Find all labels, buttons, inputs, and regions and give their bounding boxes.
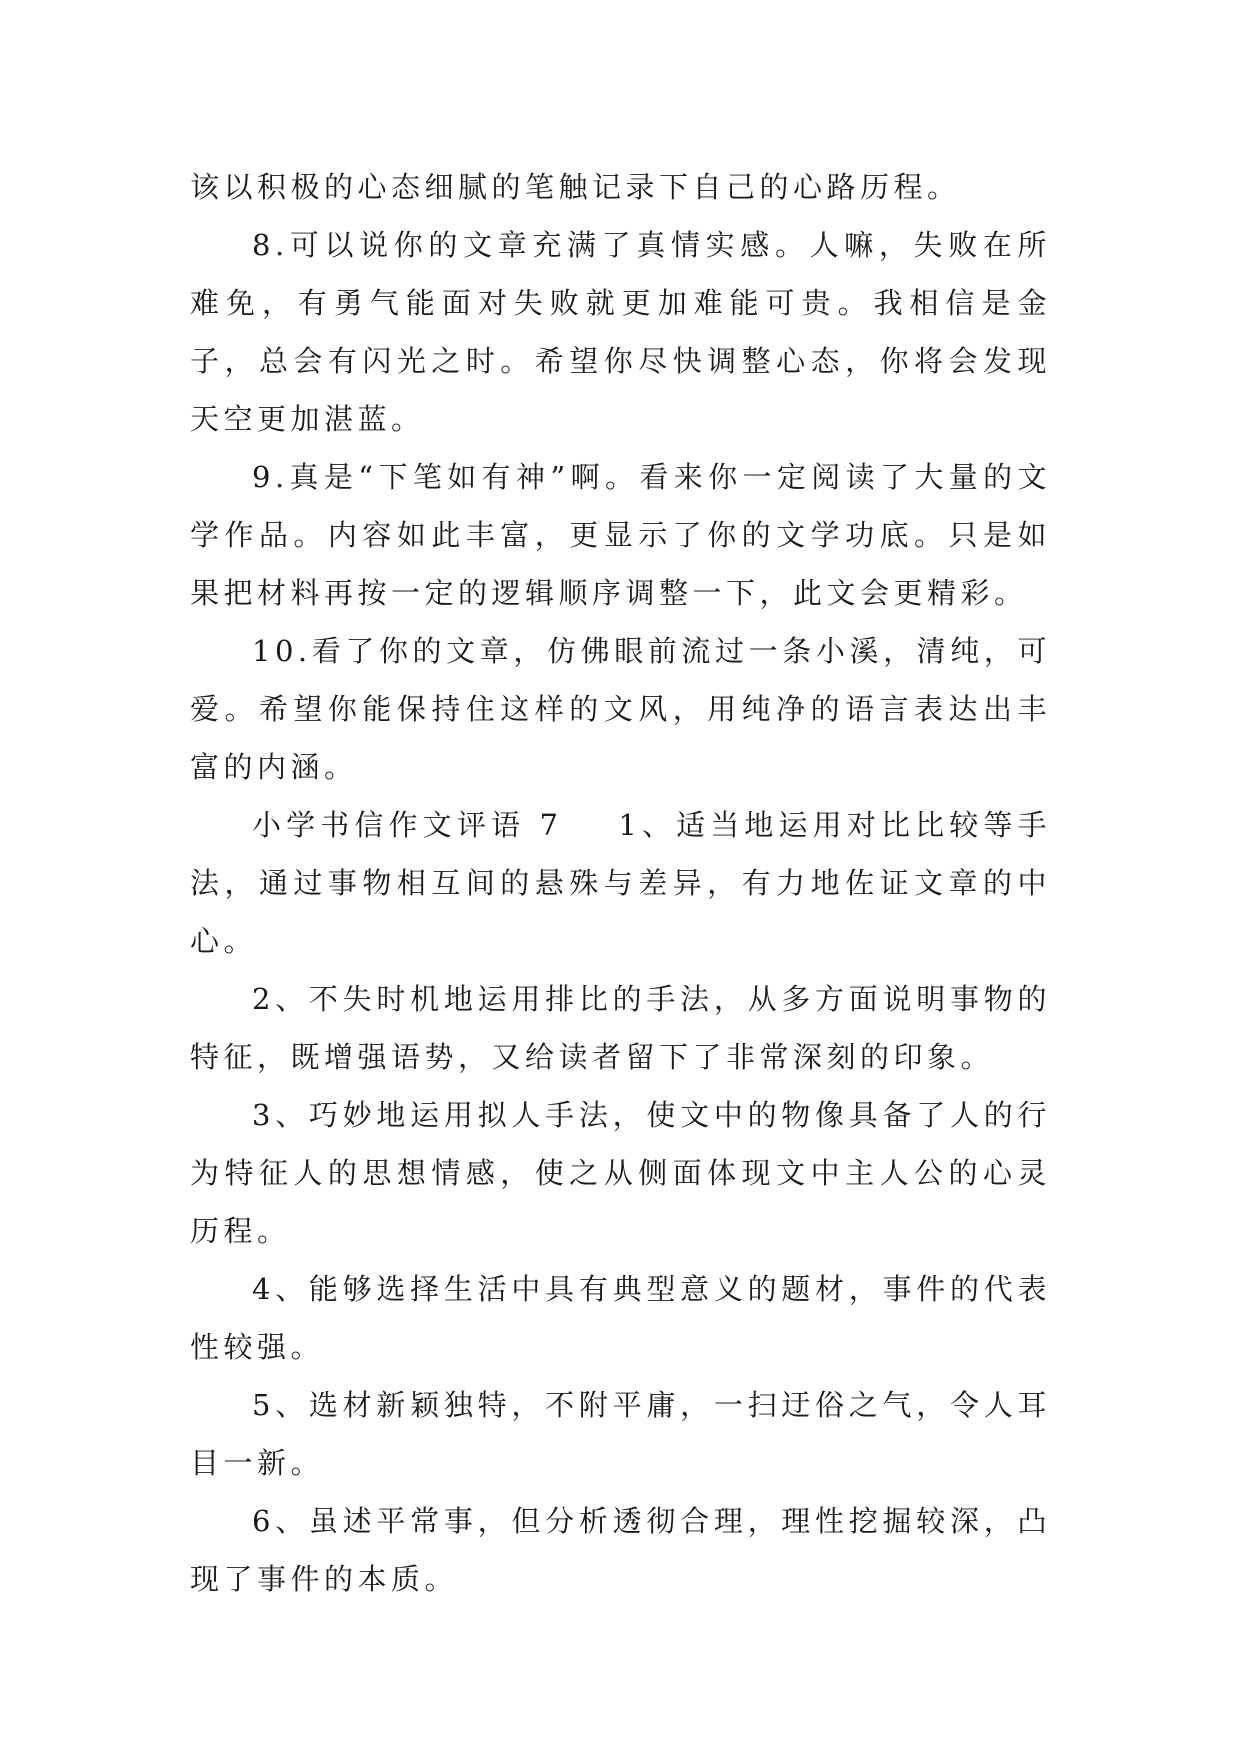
list-item-4: 4、能够选择生活中具有典型意义的题材，事件的代表性较强。 [190, 1272, 1051, 1364]
paragraph-comment-9: 9.真是“下笔如有神”啊。看来你一定阅读了大量的文学作品。内容如此丰富，更显示了你的文学功底。只是如果把材料再按一定的逻辑顺序调整一下，此文会更精彩。 [190, 460, 1051, 610]
list-item-6: 6、虽述平常事，但分析透彻合理，理性挖掘较深，凸现了事件的本质。 [190, 1504, 1051, 1596]
list-item-3: 3、巧妙地运用拟人手法，使文中的物像具备了人的行为特征人的思想情感，使之从侧面体现文中主人公的心灵历程。 [190, 1098, 1051, 1248]
paragraph-comment-10: 10.看了你的文章，仿佛眼前流过一条小溪，清纯，可爱。希望你能保持住这样的文风，用纯净的语言表达出丰富的内涵。 [190, 634, 1051, 784]
section-heading: 小学书信作文评语 7 [252, 808, 563, 842]
section-paragraph [190, 796, 1051, 970]
section-item-1: 1、适当地运用对比比较等手法，通过事物相互间的悬殊与差异，有力地佐证文章的中心。 [190, 808, 1052, 958]
document-body [190, 158, 1051, 1608]
list-item-2: 2、不失时机地运用排比的手法，从多方面说明事物的特征，既增强语势，又给读者留下了非常深刻的印象。 [190, 982, 1051, 1074]
paragraph-continuation: 该以积极的心态细腻的笔触记录下自己的心路历程。 [190, 170, 961, 204]
list-item-5: 5、选材新颖独特，不附平庸，一扫迂俗之气，令人耳目一新。 [190, 1388, 1051, 1480]
paragraph-comment-8: 8.可以说你的文章充满了真情实感。人嘛，失败在所难免，有勇气能面对失败就更加难能可贵。我相信是金子，总会有闪光之时。希望你尽快调整心态，你将会发现天空更加湛蓝。 [190, 228, 1051, 436]
